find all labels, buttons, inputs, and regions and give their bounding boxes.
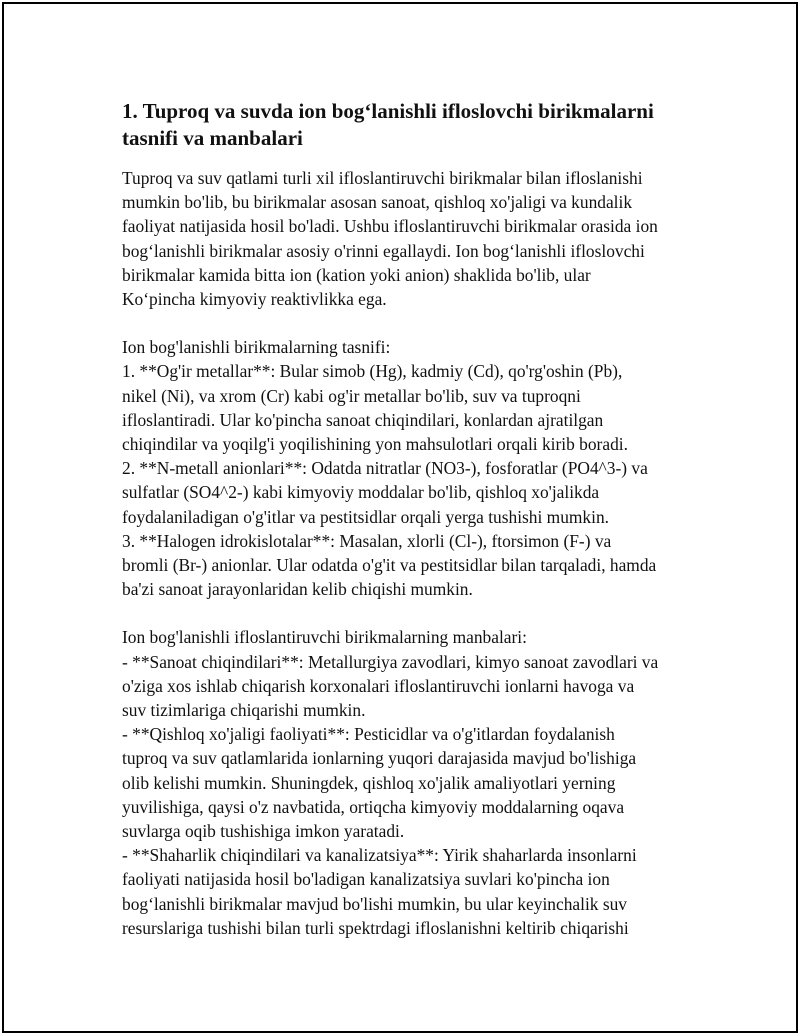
text-line: Ko‘pincha kimyoviy reaktivlikka ega. <box>122 289 387 310</box>
text-line: - **Sanoat chiqindilari**: Metallurgiya zavodlari, kimyo sanoat zavodlari va <box>122 651 659 672</box>
text-line: chiqindilar va yoqilg'i yoqilishining yon mahsulotlari orqali kirib boradi. <box>122 434 628 455</box>
text-line: nikel (Ni), va xrom (Cr) kabi og'ir metallar bo'lib, suv va tuproqni <box>122 385 581 406</box>
text-line: suvlarga oqib tushishiga imkon yaratadi. <box>122 821 405 842</box>
text-line: tuproq va suv qatlamlarida ionlarning yuqori darajasida mavjud bo'lishiga <box>122 748 637 769</box>
sources-section <box>122 625 694 940</box>
text-line: foydalaniladigan o'g'itlar va pestitsidlar orqali yerga tushishi mumkin. <box>122 506 609 527</box>
text-line: birikmalar kamida bitta ion (kation yoki anion) shaklida bo'lib, ular <box>122 264 591 285</box>
text-line: suv tizimlariga chiqarishi mumkin. <box>122 700 366 721</box>
text-line: mumkin bo'lib, bu birikmalar asosan sanoat, qishloq xo'jaligi va kundalik <box>122 192 633 213</box>
section-heading: Ion bog'lanishli ifloslantiruvchi birikmalarning manbalari: <box>122 627 527 648</box>
text-line: ba'zi sanoat jarayonlaridan kelib chiqishi mumkin. <box>122 579 473 600</box>
intro-paragraph <box>122 166 694 311</box>
document-body <box>122 98 694 940</box>
text-line: bog‘lanishli birikmalar asosiy o'rinni egallaydi. Ion bog‘lanishli ifloslovchi <box>122 240 645 261</box>
text-line: faoliyati natijasida hosil bo'ladigan kanalizatsiya suvlari ko'pincha ion <box>122 869 610 890</box>
text-line: ifloslantiradi. Ular ko'pincha sanoat chiqindilari, konlardan ajratilgan <box>122 409 604 430</box>
section-heading: Ion bog'lanishli birikmalarning tasnifi: <box>122 337 391 358</box>
text-line: olib kelishi mumkin. Shuningdek, qishloq xo'jalik amaliyotlari yerning <box>122 772 616 793</box>
text-line: - **Shaharlik chiqindilari va kanalizatsiya**: Yirik shaharlarda insonlarni <box>122 845 637 866</box>
paragraph-gap <box>122 601 694 625</box>
text-line: Tuproq va suv qatlami turli xil ifloslantiruvchi birikmalar bilan ifloslanishi <box>122 168 643 188</box>
page-frame <box>2 2 798 1033</box>
text-line: 2. **N-metall anionlari**: Odatda nitratlar (NO3-), fosforatlar (PO4^3-) va <box>122 458 648 479</box>
paragraph-gap <box>122 311 694 335</box>
page-title: 1. Tuproq va suvda ion bog‘lanishli ifloslovchi birikmalarni tasnifi va manbalari <box>122 99 654 150</box>
text-line: resurslariga tushishi bilan turli spektrdagi ifloslanishni keltirib chiqarishi <box>122 917 629 938</box>
classification-section <box>122 335 694 601</box>
text-line: yuvilishiga, qaysi o'z navbatida, ortiqcha kimyoviy moddalarning oqava <box>122 796 625 817</box>
text-line: faoliyat natijasida hosil bo'ladi. Ushbu ifloslantiruvchi birikmalar orasida ion <box>122 216 658 237</box>
text-line: - **Qishloq xo'jaligi faoliyati**: Pesticidlar va o'g'itlardan foydalanish <box>122 724 615 745</box>
text-line: 1. **Og'ir metallar**: Bular simob (Hg), kadmiy (Cd), qo'rg'oshin (Pb), <box>122 361 623 382</box>
text-line: 3. **Halogen idrokislotalar**: Masalan, xlorli (Cl-), ftorsimon (F-) va <box>122 530 612 551</box>
text-line: bromli (Br-) anionlar. Ular odatda o'g'it va pestitsidlar bilan tarqaladi, hamda <box>122 555 657 576</box>
text-line: o'ziga xos ishlab chiqarish korxonalari ifloslantiruvchi ionlarni havoga va <box>122 675 635 696</box>
text-line: bog‘lanishli birikmalar mavjud bo'lishi mumkin, bu ular keyinchalik suv <box>122 893 627 914</box>
text-line: sulfatlar (SO4^2-) kabi kimyoviy moddalar bo'lib, qishloq xo'jalikda <box>122 482 600 503</box>
